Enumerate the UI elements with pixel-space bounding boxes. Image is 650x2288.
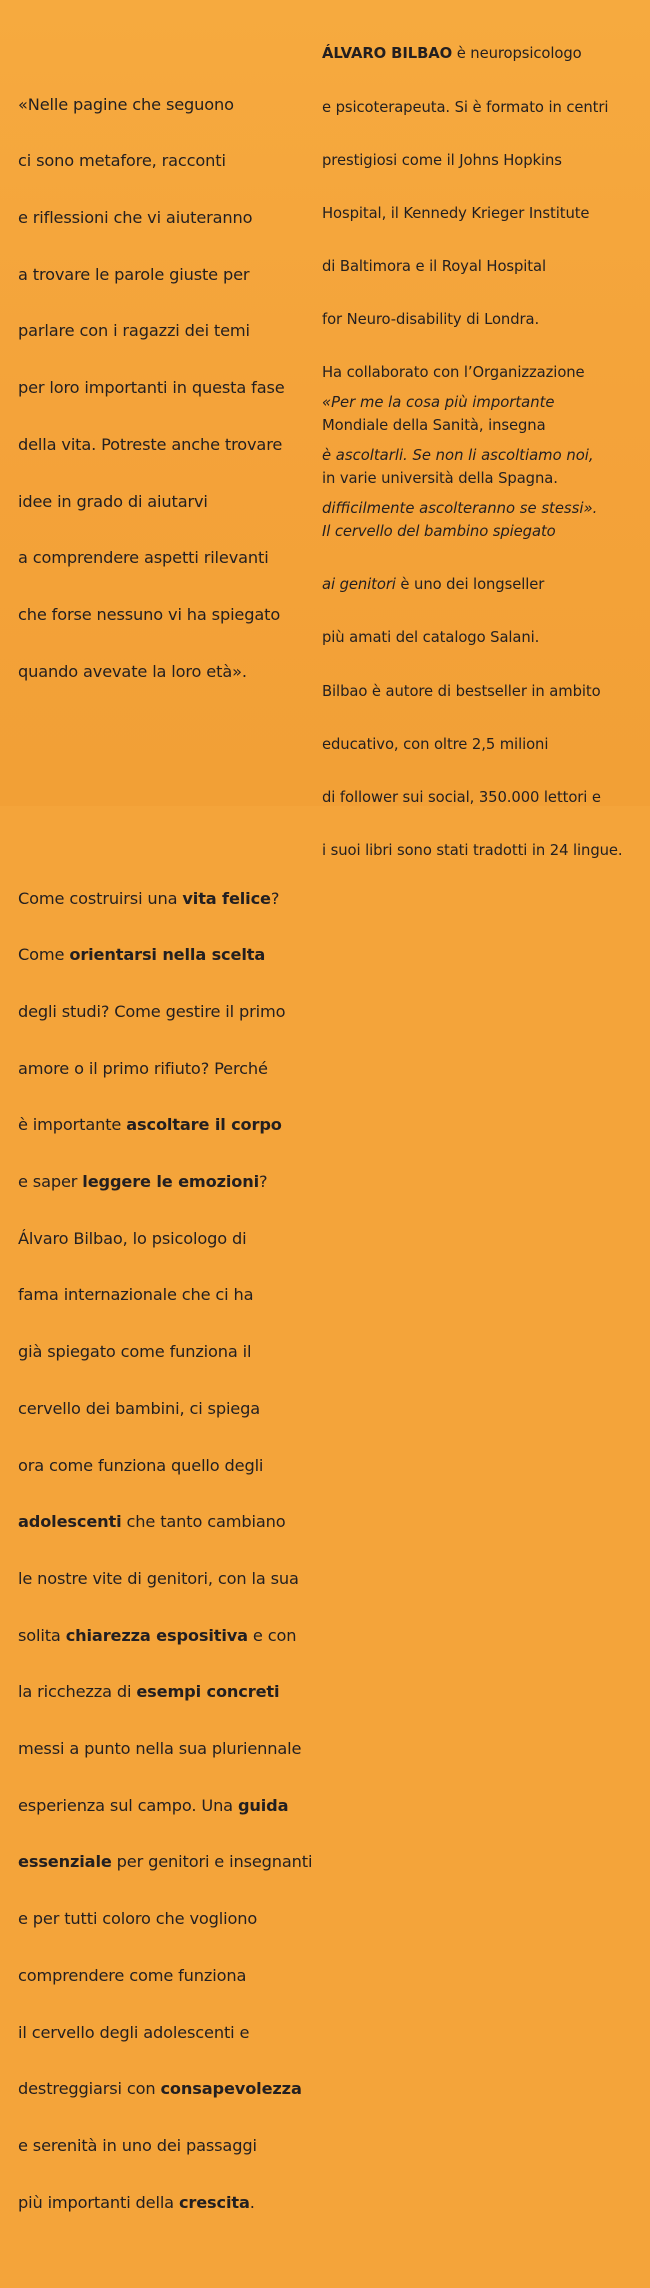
author-quote-line: difficilmente ascolteranno se stessi». xyxy=(322,499,598,517)
bio-line xyxy=(322,576,640,594)
highlight: guida xyxy=(237,1795,289,1815)
text: più importanti della xyxy=(18,2192,179,2212)
author-quote xyxy=(322,359,640,553)
highlight: consapevolezza xyxy=(160,2079,302,2099)
bio-line: di Baltimora e il Royal Hospital xyxy=(322,257,546,275)
description-line xyxy=(18,1116,318,1135)
author-quote-line: è ascoltarli. Se non li ascoltiamo noi, xyxy=(322,446,594,464)
description-line xyxy=(18,2194,318,2213)
bio-line: e psicoterapeuta. Si è formato in centri xyxy=(322,98,609,116)
author-name: ÁLVARO BILBAO xyxy=(322,45,453,63)
intro-quote xyxy=(18,58,318,720)
bio-line: in varie università della Spagna. xyxy=(322,470,558,488)
description-line: ora come funziona quello degli xyxy=(18,1455,264,1475)
highlight: ascoltare il corpo xyxy=(126,1115,282,1135)
description-line: cervello dei bambini, ci spiega xyxy=(18,1398,261,1418)
intro-quote-line: quando avevate la loro età». xyxy=(18,661,247,681)
description-line: e serenità in uno dei passaggi xyxy=(18,2135,257,2155)
book-description xyxy=(18,852,318,2251)
highlight: crescita xyxy=(178,2192,250,2212)
text: Come xyxy=(18,945,70,965)
description-line: comprendere come funziona xyxy=(18,1965,247,1985)
description-line xyxy=(18,946,318,965)
highlight: vita felice xyxy=(182,888,271,908)
description-line: Álvaro Bilbao, lo psicologo di xyxy=(18,1228,247,1248)
book-title: Il cervello del bambino spiegato xyxy=(322,523,556,541)
text: che tanto cambiano xyxy=(121,1512,286,1532)
description-line xyxy=(18,1683,318,1702)
highlight: orientarsi nella scelta xyxy=(69,945,266,965)
author-quote-line: «Per me la cosa più importante xyxy=(322,394,555,412)
description-line xyxy=(18,2080,318,2099)
description-line: degli studi? Come gestire il primo xyxy=(18,1001,286,1021)
intro-quote-line: che forse nessuno vi ha spiegato xyxy=(18,604,281,624)
intro-quote-line: della vita. Potreste anche trovare xyxy=(18,434,283,454)
description-line: messi a punto nella sua pluriennale xyxy=(18,1739,302,1759)
description-line xyxy=(18,1627,318,1646)
description-line xyxy=(18,890,318,909)
highlight: esempi concreti xyxy=(136,1682,280,1702)
text: destreggiarsi con xyxy=(18,2079,161,2099)
intro-quote-line: ci sono metafore, racconti xyxy=(18,151,226,171)
description-line: le nostre vite di genitori, con la sua xyxy=(18,1568,299,1588)
highlight: adolescenti xyxy=(18,1512,122,1532)
intro-quote-line: e riflessioni che vi aiuteranno xyxy=(18,208,253,228)
intro-quote-line: per loro importanti in questa fase xyxy=(18,378,285,398)
text: . xyxy=(249,2192,255,2212)
description-line: amore o il primo rifiuto? Perché xyxy=(18,1058,268,1078)
text: per genitori e insegnanti xyxy=(111,1852,313,1872)
bio-line: Bilbao è autore di bestseller in ambito xyxy=(322,682,601,700)
text: solita xyxy=(18,1625,66,1645)
intro-quote-line: parlare con i ragazzi dei temi xyxy=(18,321,250,341)
bio-line: for Neuro-disability di Londra. xyxy=(322,310,540,328)
bio-line: Ha collaborato con l’Organizzazione xyxy=(322,363,585,381)
description-line xyxy=(18,1513,318,1532)
text: è uno dei longseller xyxy=(395,576,545,594)
description-line: e per tutti coloro che vogliono xyxy=(18,1909,258,1929)
text: è neuropsicologo xyxy=(452,45,582,63)
text: esperienza sul campo. Una xyxy=(18,1795,238,1815)
intro-quote-line: a trovare le parole giuste per xyxy=(18,264,250,284)
text: la ricchezza di xyxy=(18,1682,137,1702)
book-title: ai genitori xyxy=(322,576,396,594)
bio-line: di follower sui social, 350.000 lettori e xyxy=(322,788,601,806)
intro-quote-line: «Nelle pagine che seguono xyxy=(18,94,234,114)
description-line xyxy=(18,1797,318,1816)
highlight: chiarezza espositiva xyxy=(65,1625,248,1645)
bio-line: i suoi libri sono stati tradotti in 24 lingue. xyxy=(322,841,623,859)
text: ? xyxy=(270,888,280,908)
bio-line: più amati del catalogo Salani. xyxy=(322,629,540,647)
description-line xyxy=(18,1853,318,1872)
text: è importante xyxy=(18,1115,127,1135)
description-line: fama internazionale che ci ha xyxy=(18,1285,254,1305)
left-column xyxy=(18,20,318,2288)
description-line xyxy=(18,1173,318,1192)
description-line: già spiegato come funziona il xyxy=(18,1342,252,1362)
intro-quote-line: a comprendere aspetti rilevanti xyxy=(18,548,269,568)
description-line: il cervello degli adolescenti e xyxy=(18,2022,250,2042)
paragraph-gap xyxy=(18,776,318,795)
highlight: leggere le emozioni xyxy=(82,1172,260,1192)
text: ? xyxy=(259,1172,268,1192)
text: e con xyxy=(247,1625,297,1645)
bio-line: prestigiosi come il Johns Hopkins xyxy=(322,151,562,169)
text: e saper xyxy=(18,1172,83,1192)
text: Come costruirsi una xyxy=(18,888,183,908)
bio-line: Hospital, il Kennedy Krieger Institute xyxy=(322,204,590,222)
intro-quote-line: idee in grado di aiutarvi xyxy=(18,491,208,511)
highlight: essenziale xyxy=(18,1852,112,1872)
bio-line: educativo, con oltre 2,5 milioni xyxy=(322,735,549,753)
bio-line xyxy=(322,45,640,63)
bio-line: Mondiale della Sanità, insegna xyxy=(322,417,546,435)
